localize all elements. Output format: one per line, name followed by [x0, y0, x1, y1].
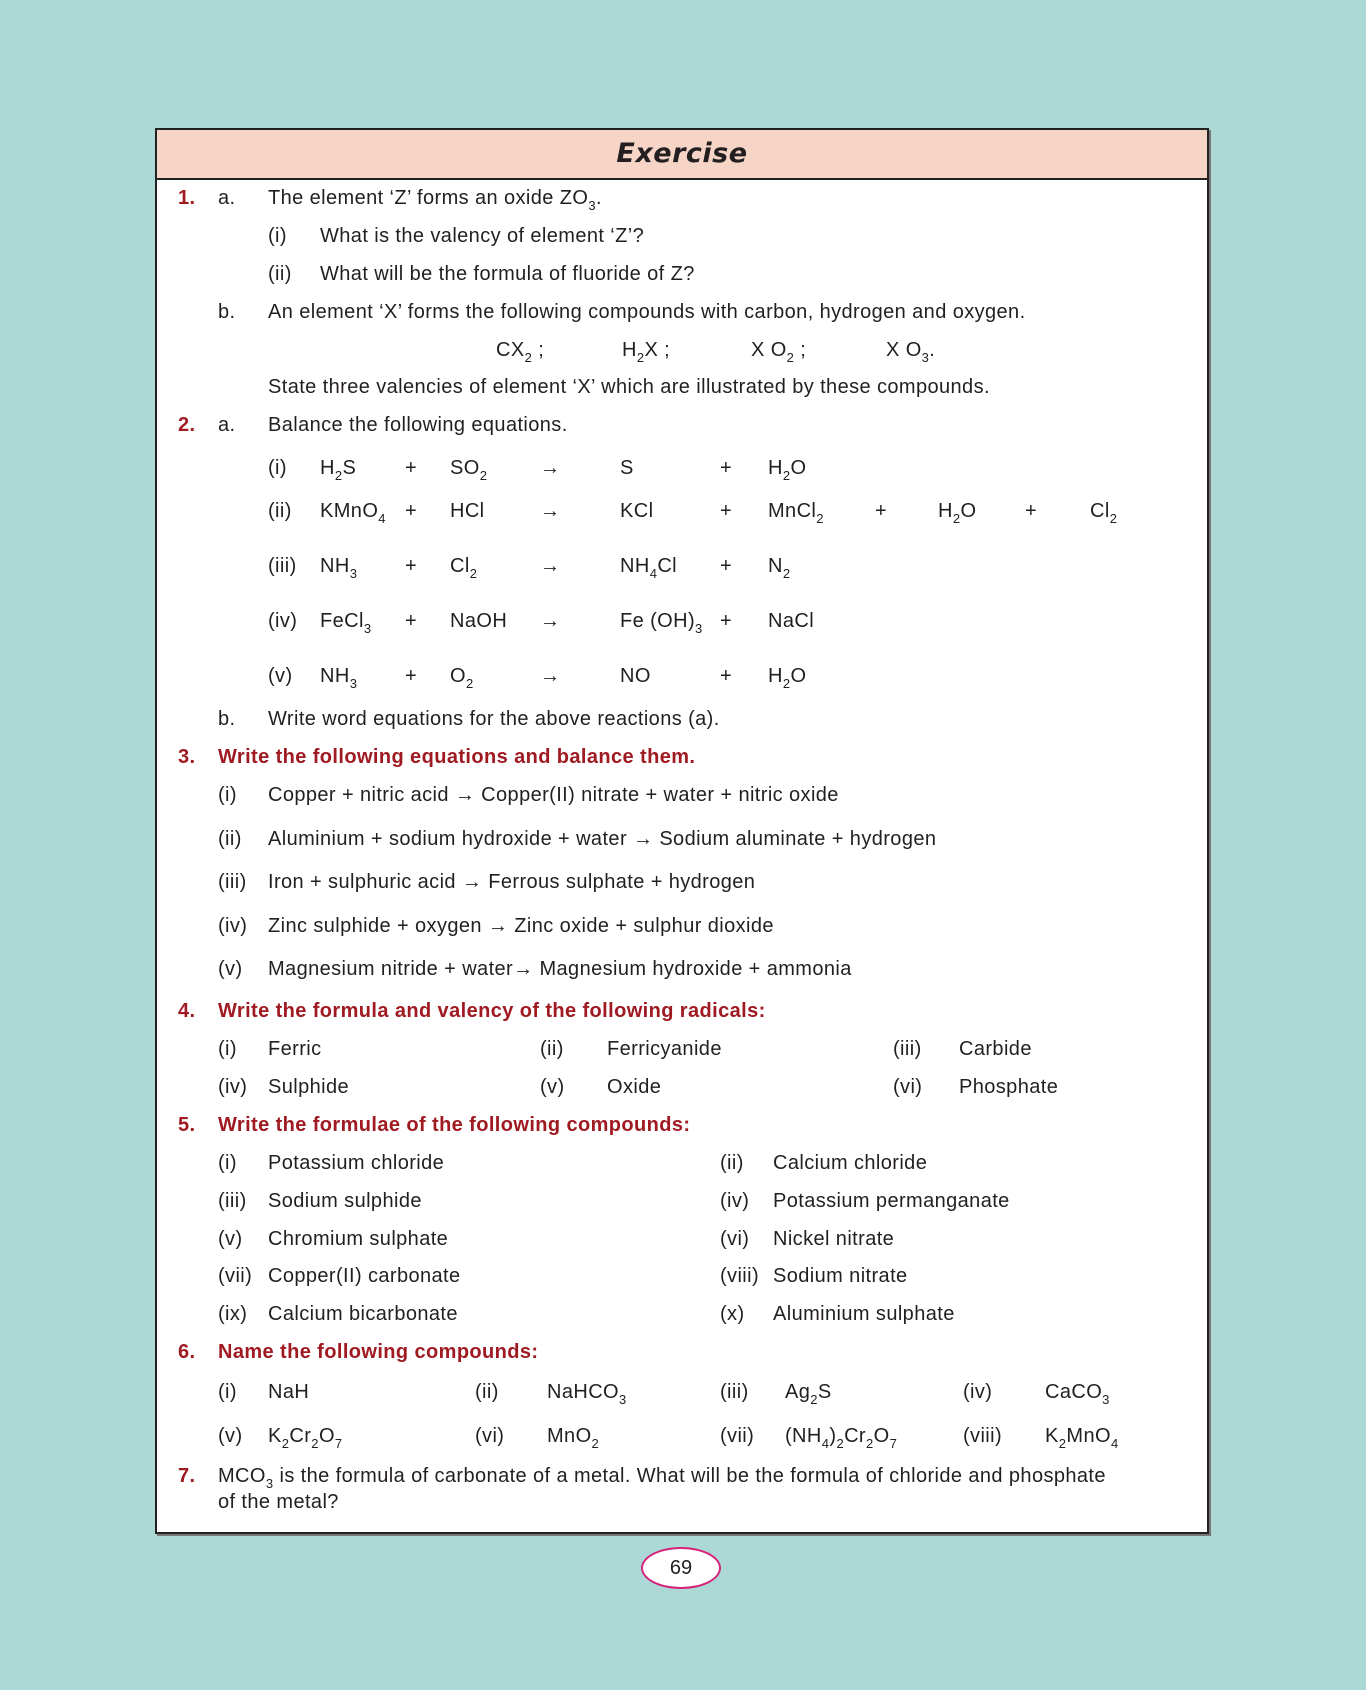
item-label: (iv)	[720, 1189, 750, 1212]
question-number: 2.	[178, 414, 196, 436]
item-text: Magnesium nitride + water→ Magnesium hydroxide + ammonia	[268, 958, 852, 980]
item-text: What is the valency of element ‘Z’?	[320, 225, 645, 247]
equation-label: (ii)	[268, 500, 292, 522]
item-label: (ix)	[218, 1303, 248, 1326]
part-label: a.	[218, 187, 236, 209]
formula: CaCO$_3$	[1045, 1381, 1110, 1407]
part-label: a.	[218, 414, 236, 436]
item-text: Calcium bicarbonate	[268, 1303, 458, 1326]
item-text: Aluminium + sodium hydroxide + water → Sodium aluminate + hydrogen	[268, 827, 937, 850]
item-label: (v)	[218, 1227, 243, 1250]
formula: MnCl$_2$	[768, 500, 824, 526]
compound: X $O_3$.	[886, 339, 936, 365]
item-text: Sodium sulphide	[268, 1189, 422, 1212]
item-text: Sodium nitrate	[773, 1265, 908, 1288]
item-label: (v)	[218, 1425, 243, 1447]
equation-label: (i)	[268, 457, 287, 479]
question-text: State three valencies of element ‘X’ which are illustrated by these compounds.	[268, 376, 990, 398]
item-text: Nickel nitrate	[773, 1227, 895, 1250]
item-text: Copper(II) carbonate	[268, 1265, 461, 1288]
formula: NaOH	[450, 610, 508, 632]
question-number: 6.	[178, 1341, 196, 1363]
question-title: Name the following compounds:	[218, 1341, 539, 1363]
plus-sign: +	[405, 555, 418, 577]
compound: X $O_2$ ;	[751, 339, 807, 365]
formula: Fe $(OH)_3$	[620, 610, 703, 636]
item-label: (iii)	[218, 871, 247, 893]
plus-sign: +	[875, 500, 888, 522]
item-label: (ii)	[475, 1381, 499, 1403]
item-text: Phosphate	[959, 1076, 1059, 1098]
question-text: Balance the following equations.	[268, 414, 568, 436]
arrow: →	[540, 610, 561, 632]
plus-sign: +	[405, 500, 418, 522]
item-label: (i)	[218, 1152, 237, 1174]
plus-sign: +	[720, 457, 733, 479]
item-text: Oxide	[607, 1076, 662, 1098]
item-text: Ferric	[268, 1038, 322, 1060]
item-label: (ii)	[540, 1038, 564, 1060]
formula: $SO_2$	[450, 457, 488, 483]
arrow: →	[540, 500, 561, 522]
item-label: (iv)	[963, 1381, 993, 1403]
item-label: (i)	[218, 1381, 237, 1403]
exercise-header	[157, 130, 1207, 180]
plus-sign: +	[405, 457, 418, 479]
formula: MnO$_2$	[547, 1425, 600, 1451]
item-text: Potassium chloride	[268, 1152, 445, 1174]
item-text: Ferricyanide	[607, 1038, 722, 1060]
item-label: (iii)	[893, 1038, 922, 1060]
plus-sign: +	[720, 555, 733, 577]
question-number: 4.	[178, 1000, 196, 1022]
formula: FeCl$_3$	[320, 610, 372, 636]
item-text: Aluminium sulphate	[773, 1303, 955, 1326]
item-label: (vi)	[475, 1425, 505, 1447]
equation-label: (iii)	[268, 555, 297, 577]
formula: $Ag_2S$	[785, 1381, 832, 1407]
item-text: Zinc sulphide + oxygen → Zinc oxide + sulphur dioxide	[268, 914, 774, 937]
question-text: $MCO_3$ is the formula of carbonate of a metal. What will be the formula of chloride and phosphate	[218, 1465, 1106, 1491]
question-text: of the metal?	[218, 1491, 339, 1513]
plus-sign: +	[1025, 500, 1038, 522]
formula: $Cl_2$	[450, 555, 478, 581]
item-label: (vi)	[893, 1076, 923, 1098]
formula: $NH_3$	[320, 555, 358, 581]
page-number: 69	[641, 1547, 721, 1589]
part-label: b.	[218, 708, 236, 730]
question-text: The element ‘Z’ forms an oxide $ZO_3$.	[268, 187, 602, 213]
arrow: →	[540, 665, 561, 687]
item-label: (i)	[268, 225, 287, 247]
exercise-title: Exercise	[616, 138, 748, 169]
question-text: An element ‘X’ forms the following compounds with carbon, hydrogen and oxygen.	[268, 301, 1026, 323]
formula: $NH_4Cl$	[620, 555, 678, 581]
question-text: Write word equations for the above reactions (a).	[268, 708, 720, 730]
formula: KCl	[620, 500, 654, 522]
item-label: (ii)	[720, 1152, 744, 1174]
item-text: Iron + sulphuric acid → Ferrous sulphate + hydrogen	[268, 871, 756, 893]
item-label: (i)	[218, 784, 237, 806]
compound: $H_2X$ ;	[622, 339, 671, 365]
plus-sign: +	[405, 610, 418, 632]
item-label: (vii)	[218, 1265, 253, 1288]
formula: $K_2Cr_2O_7$	[268, 1425, 343, 1451]
arrow: →	[540, 457, 561, 479]
formula: S	[620, 457, 634, 479]
formula: NaHCO$_3$	[547, 1381, 627, 1407]
item-label: (iv)	[218, 1076, 248, 1098]
item-text: What will be the formula of fluoride of Z?	[320, 263, 695, 285]
plus-sign: +	[405, 665, 418, 687]
item-label: (iii)	[218, 1189, 247, 1212]
question-title: Write the following equations and balance them.	[218, 746, 696, 768]
item-label: (ii)	[218, 827, 242, 850]
item-label: (ii)	[268, 263, 292, 285]
formula: $H_2O$	[768, 665, 807, 691]
item-label: (v)	[218, 958, 243, 980]
formula: $K_2MnO_4$	[1045, 1425, 1119, 1451]
item-label: (viii)	[963, 1425, 1003, 1447]
item-text: Calcium chloride	[773, 1152, 928, 1174]
equation-label: (v)	[268, 665, 293, 687]
item-label: (iv)	[218, 914, 248, 937]
formula: $H_2O$	[768, 457, 807, 483]
question-number: 1.	[178, 187, 196, 209]
item-label: (x)	[720, 1303, 745, 1326]
formula: NO	[620, 665, 651, 687]
item-text: Carbide	[959, 1038, 1032, 1060]
formula: HCl	[450, 500, 485, 522]
question-title: Write the formula and valency of the following radicals:	[218, 1000, 766, 1022]
formula: $H_2O$	[938, 500, 977, 526]
question-number: 5.	[178, 1114, 196, 1136]
question-title: Write the formulae of the following compounds:	[218, 1114, 691, 1136]
item-text: Sulphide	[268, 1076, 350, 1098]
formula: $NH_3$	[320, 665, 358, 691]
equation-label: (iv)	[268, 610, 298, 632]
item-text: Copper + nitric acid → Copper(II) nitrate + water + nitric oxide	[268, 784, 839, 806]
item-label: (i)	[218, 1038, 237, 1060]
formula: NaCl	[768, 610, 815, 632]
formula: $Cl_2$	[1090, 500, 1118, 526]
plus-sign: +	[720, 665, 733, 687]
item-text: Chromium sulphate	[268, 1227, 449, 1250]
item-label: (vii)	[720, 1425, 755, 1447]
item-label: (v)	[540, 1076, 565, 1098]
part-label: b.	[218, 301, 236, 323]
item-label: (viii)	[720, 1265, 760, 1288]
question-number: 7.	[178, 1465, 196, 1487]
plus-sign: +	[720, 610, 733, 632]
formula: $O_2$	[450, 665, 474, 691]
formula: NaH	[268, 1381, 310, 1403]
formula: $(NH_4)_2Cr_2O_7$	[785, 1425, 898, 1451]
plus-sign: +	[720, 500, 733, 522]
item-label: (iii)	[720, 1381, 749, 1403]
formula: $N_2$	[768, 555, 791, 581]
arrow: →	[540, 555, 561, 577]
item-text: Potassium permanganate	[773, 1189, 1010, 1212]
item-label: (vi)	[720, 1227, 750, 1250]
formula: KMnO$_4$	[320, 500, 386, 526]
formula: $H_2S$	[320, 457, 357, 483]
compound: $CX_2$ ;	[496, 339, 545, 365]
question-number: 3.	[178, 746, 196, 768]
